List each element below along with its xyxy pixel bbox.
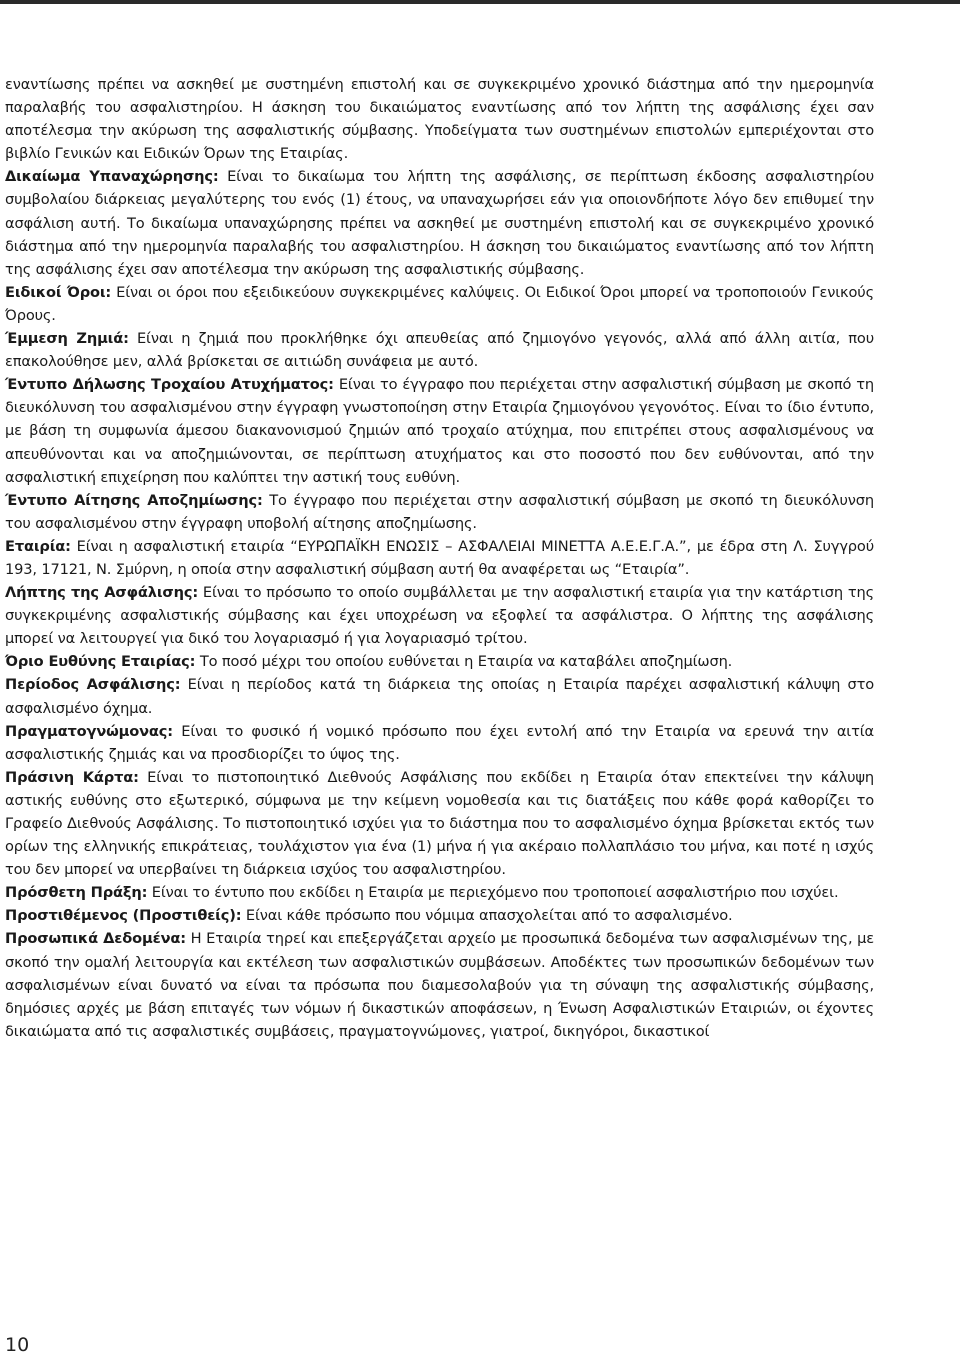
paragraph-text: εναντίωσης πρέπει να ασκηθεί με συστημένη επιστολή και σε συγκεκριμένο χρονικό διάστημα από την ημερομηνία παραλαβής του ασφαλιστηρίου. Η άσκηση του δικαιώματος εναντίωσης από τον λήπτη της ασφάλισης έχει σαν αποτέλεσμα την ακύρωση της ασφαλιστικής σύμβασης. Υποδείγματα των συστημένων επιστολών εμπεριέχονται στο βιβλίο Γενικών και Ειδικών Όρων της Εταιρίας. <box>5 76 874 163</box>
definition-term: Δικαίωμα Υπαναχώρησης: <box>5 168 219 186</box>
definition-term: Έντυπο Αίτησης Αποζημίωσης: <box>5 491 263 509</box>
definition-term: Εταιρία: <box>5 537 71 555</box>
definition-personal-data <box>5 927 874 1042</box>
definition-text: Είναι το πρόσωπο το οποίο συμβάλλεται με την ασφαλιστική εταιρία για την κατάρτιση της συγκεκριμένης ασφαλιστικής σύμβασης και έχει υποχρέωση να εξοφλεί τα ασφάλιστρα. Ο λήπτης της ασφάλισης μπορεί να λειτουργεί για δικό του λογαριασμό ή για λογαριασμό τρίτου. <box>5 584 874 648</box>
definition-accident-form <box>5 373 874 488</box>
definition-term: Πράσινη Κάρτα: <box>5 768 139 786</box>
paragraph-continuation <box>5 73 874 165</box>
top-rule <box>0 0 960 4</box>
definition-liability-limit <box>5 650 874 673</box>
definition-text: Είναι το έντυπο που εκδίδει η Εταιρία με περιεχόμενο που τροποποιεί ασφαλιστήριο που ισχύει. <box>147 884 839 902</box>
definition-text: Το έγγραφο που περιέχεται στην ασφαλιστική σύμβαση με σκοπό τη διευκόλυνση του ασφαλισμένου στην έγγραφη υποβολή αίτησης αποζημίωσης. <box>5 491 874 532</box>
definition-text: Είναι η ασφαλιστική εταιρία “ΕΥΡΩΠΑΪΚΗ ΕΝΩΣΙΣ – ΑΣΦΑΛΕΙΑΙ ΜΙΝΕΤΤΑ Α.Ε.Ε.Γ.Α.”, με έδρα στη Λ. Συγγρού 193, 17121, Ν. Σμύρνη, η οποία στην ασφαλιστική σύμβαση αυτή θα αναφέρεται ως “Εταιρία”. <box>5 537 874 578</box>
definition-employee <box>5 904 874 927</box>
definition-text: Είναι η περίοδος κατά τη διάρκεια της οποίας η Εταιρία παρέχει ασφαλιστική κάλυψη στο ασφαλισμένο όχημα. <box>5 676 875 717</box>
definition-text: Το ποσό μέχρι του οποίου ευθύνεται η Εταιρία να καταβάλει αποζημίωση. <box>195 653 733 671</box>
definition-term: Πρόσθετη Πράξη: <box>5 884 148 902</box>
definition-text: Η Εταιρία τηρεί και επεξεργάζεται αρχείο με προσωπικά δεδομένα των ασφαλισμένων της, με σκοπό την ομαλή λειτουργία και εκτέλεση των ασφαλιστικών συμβάσεων. Αποδέκτες των προσωπικών δεδομένων των ασφαλισμένων είναι δυνατό να είναι τα πρόσωπα που διαμεσολαβούν για τη σύναψη της ασφαλιστικής σύμβασης, δημόσιες αρχές με βάση επιταγές των νόμων ή δικαστικών αποφάσεων, η Ένωση Ασφαλιστικών Εταιριών, οι έχοντες δικαιώματα από τις ασφαλιστικές συμβάσεις, πραγματογνώμονες, γιατροί, δικηγόροι, δικαστικοί <box>5 930 875 1040</box>
definition-term: Πραγματογνώμονας: <box>5 722 173 740</box>
definition-endorsement <box>5 881 874 904</box>
definition-text: Είναι κάθε πρόσωπο που νόμιμα απασχολείται από το ασφαλισμένο. <box>241 907 733 925</box>
document-body <box>5 73 874 1043</box>
definition-insurance-period <box>5 673 874 719</box>
definition-text: Είναι οι όροι που εξειδικεύουν συγκεκριμένες καλύψεις. Οι Ειδικοί Όροι μπορεί να τροποποιούν Γενικούς Όρους. <box>5 283 874 324</box>
definition-claim-form <box>5 489 874 535</box>
definition-term: Ειδικοί Όροι: <box>5 283 112 301</box>
definition-text: Είναι το έγγραφο που περιέχεται στην ασφαλιστική σύμβαση με σκοπό τη διευκόλυνση του ασφαλισμένου στην έγγραφη γνωστοποίηση στην Εταιρία ζημιογόνου γεγονότος. Είναι το ίδιο έντυπο, με βάση τη συμφωνία άμεσου διακανονισμού ζημιών από τροχαίο ατύχημα, που επιτρέπει στους ασφαλισμένους να απευθύνονται και να αποζημιώνονται, σε περίπτωση ατυχήματος και στο ποσοστό που δεν ευθύνονται, από την ασφαλιστική επιχείρηση που καλύπτει την αστική τους ευθύνη. <box>5 376 874 486</box>
definition-withdrawal-right <box>5 165 874 280</box>
definition-term: Προσωπικά Δεδομένα: <box>5 930 186 948</box>
definition-company <box>5 535 874 581</box>
definition-term: Λήπτης της Ασφάλισης: <box>5 584 199 602</box>
definition-text: Είναι το δικαίωμα του λήπτη της ασφάλισης, σε περίπτωση έκδοσης ασφαλιστηρίου συμβολαίου διάρκειας μεγαλύτερης του ενός (1) έτους, να υπαναχωρήσει εάν για οποιονδήποτε λόγο δεν επιθυμεί την ασφάλιση αυτή. Το δικαίωμα υπαναχώρησης πρέπει να ασκηθεί με συστημένη επιστολή και σε συγκεκριμένο χρονικό διάστημα από την ημερομηνία παραλαβής του ασφαλιστηρίου. Η άσκηση του δικαιώματος εναντίωσης από τον λήπτη της ασφάλισης έχει σαν αποτέλεσμα την ακύρωση της ασφαλιστικής σύμβασης. <box>5 168 874 278</box>
definition-term: Περίοδος Ασφάλισης: <box>5 676 181 694</box>
page-number: 10 <box>5 1334 30 1356</box>
definition-term: Έμμεση Ζημιά: <box>5 330 129 348</box>
definition-term: Προστιθέμενος (Προστιθείς): <box>5 907 242 925</box>
definition-term: Όριο Ευθύνης Εταιρίας: <box>5 653 196 671</box>
definition-loss-adjuster <box>5 720 874 766</box>
definition-special-terms <box>5 281 874 327</box>
definition-green-card <box>5 766 874 881</box>
definition-text: Είναι η ζημιά που προκλήθηκε όχι απευθείας από ζημιογόνο γεγονός, αλλά από άλλη αιτία, που επακολούθησε μεν, αλλά βρίσκεται σε αιτιώδη συνάφεια με αυτό. <box>5 330 874 371</box>
definition-term: Έντυπο Δήλωσης Τροχαίου Ατυχήματος: <box>5 376 334 394</box>
definition-indirect-damage <box>5 327 874 373</box>
definition-text: Είναι το φυσικό ή νομικό πρόσωπο που έχει εντολή από την Εταιρία να ερευνά την αιτία ασφαλιστικής ζημιάς και να προσδιορίζει το ύψος της. <box>5 722 874 763</box>
definition-text: Είναι το πιστοποιητικό Διεθνούς Ασφάλισης που εκδίδει η Εταιρία όταν επεκτείνει την κάλυψη αστικής ευθύνης στο εξωτερικό, σύμφωνα με την κείμενη νομοθεσία και τις διατάξεις που κάθε φορά καθορίζει το Γραφείο Διεθνούς Ασφάλισης. Το πιστοποιητικό ισχύει για το διάστημα που το ασφαλισμένο όχημα βρίσκεται εκτός των ορίων της ελληνικής επικράτειας, τουλάχιστον για ένα (1) μήνα ή για ακέραιο πολλαπλάσιο του μήνα, και ποτέ η ισχύς του δεν μπορεί να υπερβαίνει τη διάρκεια ισχύος του ασφαλιστηρίου. <box>5 768 874 879</box>
definition-policyholder <box>5 581 874 650</box>
